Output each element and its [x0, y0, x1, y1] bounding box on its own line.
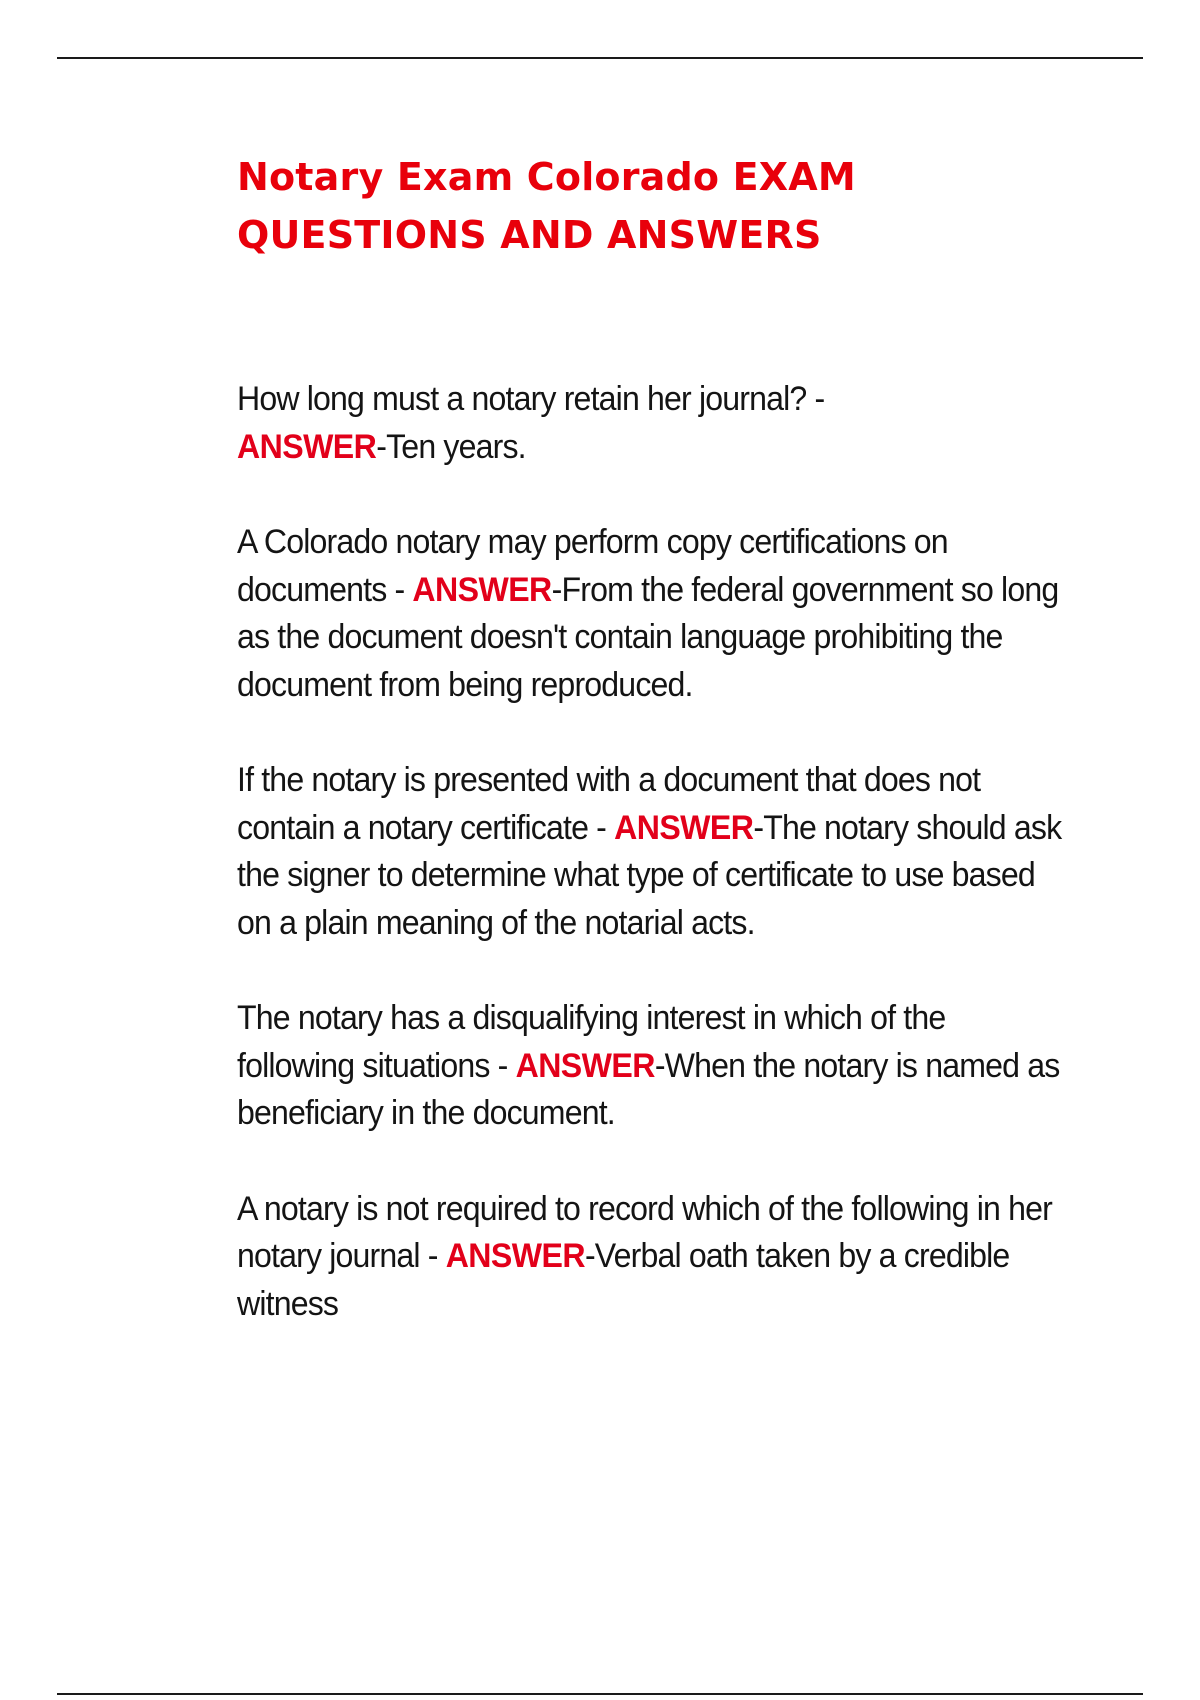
question-text: The notary has a disqualifying interest in which of the following situations - — [237, 999, 946, 1085]
answer-text: -Verbal oath taken by a credible witness — [237, 1237, 1010, 1323]
qa-item — [237, 519, 1065, 709]
answer-label: ANSWER — [614, 808, 754, 847]
question-text: A notary is not required to record which of the following in her notary journal - — [237, 1189, 1052, 1275]
answer-label: ANSWER — [237, 427, 377, 466]
answer-text: -The notary should ask the signer to determine what type of certificate to use based on a plain meaning of the notarial acts. — [237, 808, 1062, 942]
answer-text: -Ten years. — [376, 427, 526, 466]
document-title-line-1: Notary Exam Colorado EXAM — [237, 155, 856, 199]
top-divider — [57, 57, 1143, 59]
question-text: A Colorado notary may perform copy certifications on documents - — [237, 523, 948, 609]
qa-item — [237, 995, 1065, 1138]
question-text: How long must a notary retain her journal? - — [237, 380, 825, 418]
question-text: If the notary is presented with a document that does not contain a notary certificate - — [237, 761, 981, 847]
document-title-line-2: QUESTIONS AND ANSWERS — [237, 213, 822, 257]
answer-label: ANSWER — [515, 1046, 655, 1085]
qa-item — [237, 757, 1065, 947]
qa-list — [237, 376, 1067, 1328]
bottom-divider — [57, 1693, 1143, 1695]
document-body — [237, 148, 1067, 1376]
answer-text: -From the federal government so long as the document doesn't contain language prohibiting the document from being reproduced. — [237, 570, 1059, 704]
answer-label: ANSWER — [445, 1237, 585, 1275]
qa-item — [237, 376, 1065, 471]
qa-item — [237, 1186, 1065, 1329]
document-title — [237, 148, 1067, 264]
answer-text: -When the notary is named as beneficiary in the document. — [237, 1046, 1060, 1132]
answer-label: ANSWER — [412, 570, 552, 609]
